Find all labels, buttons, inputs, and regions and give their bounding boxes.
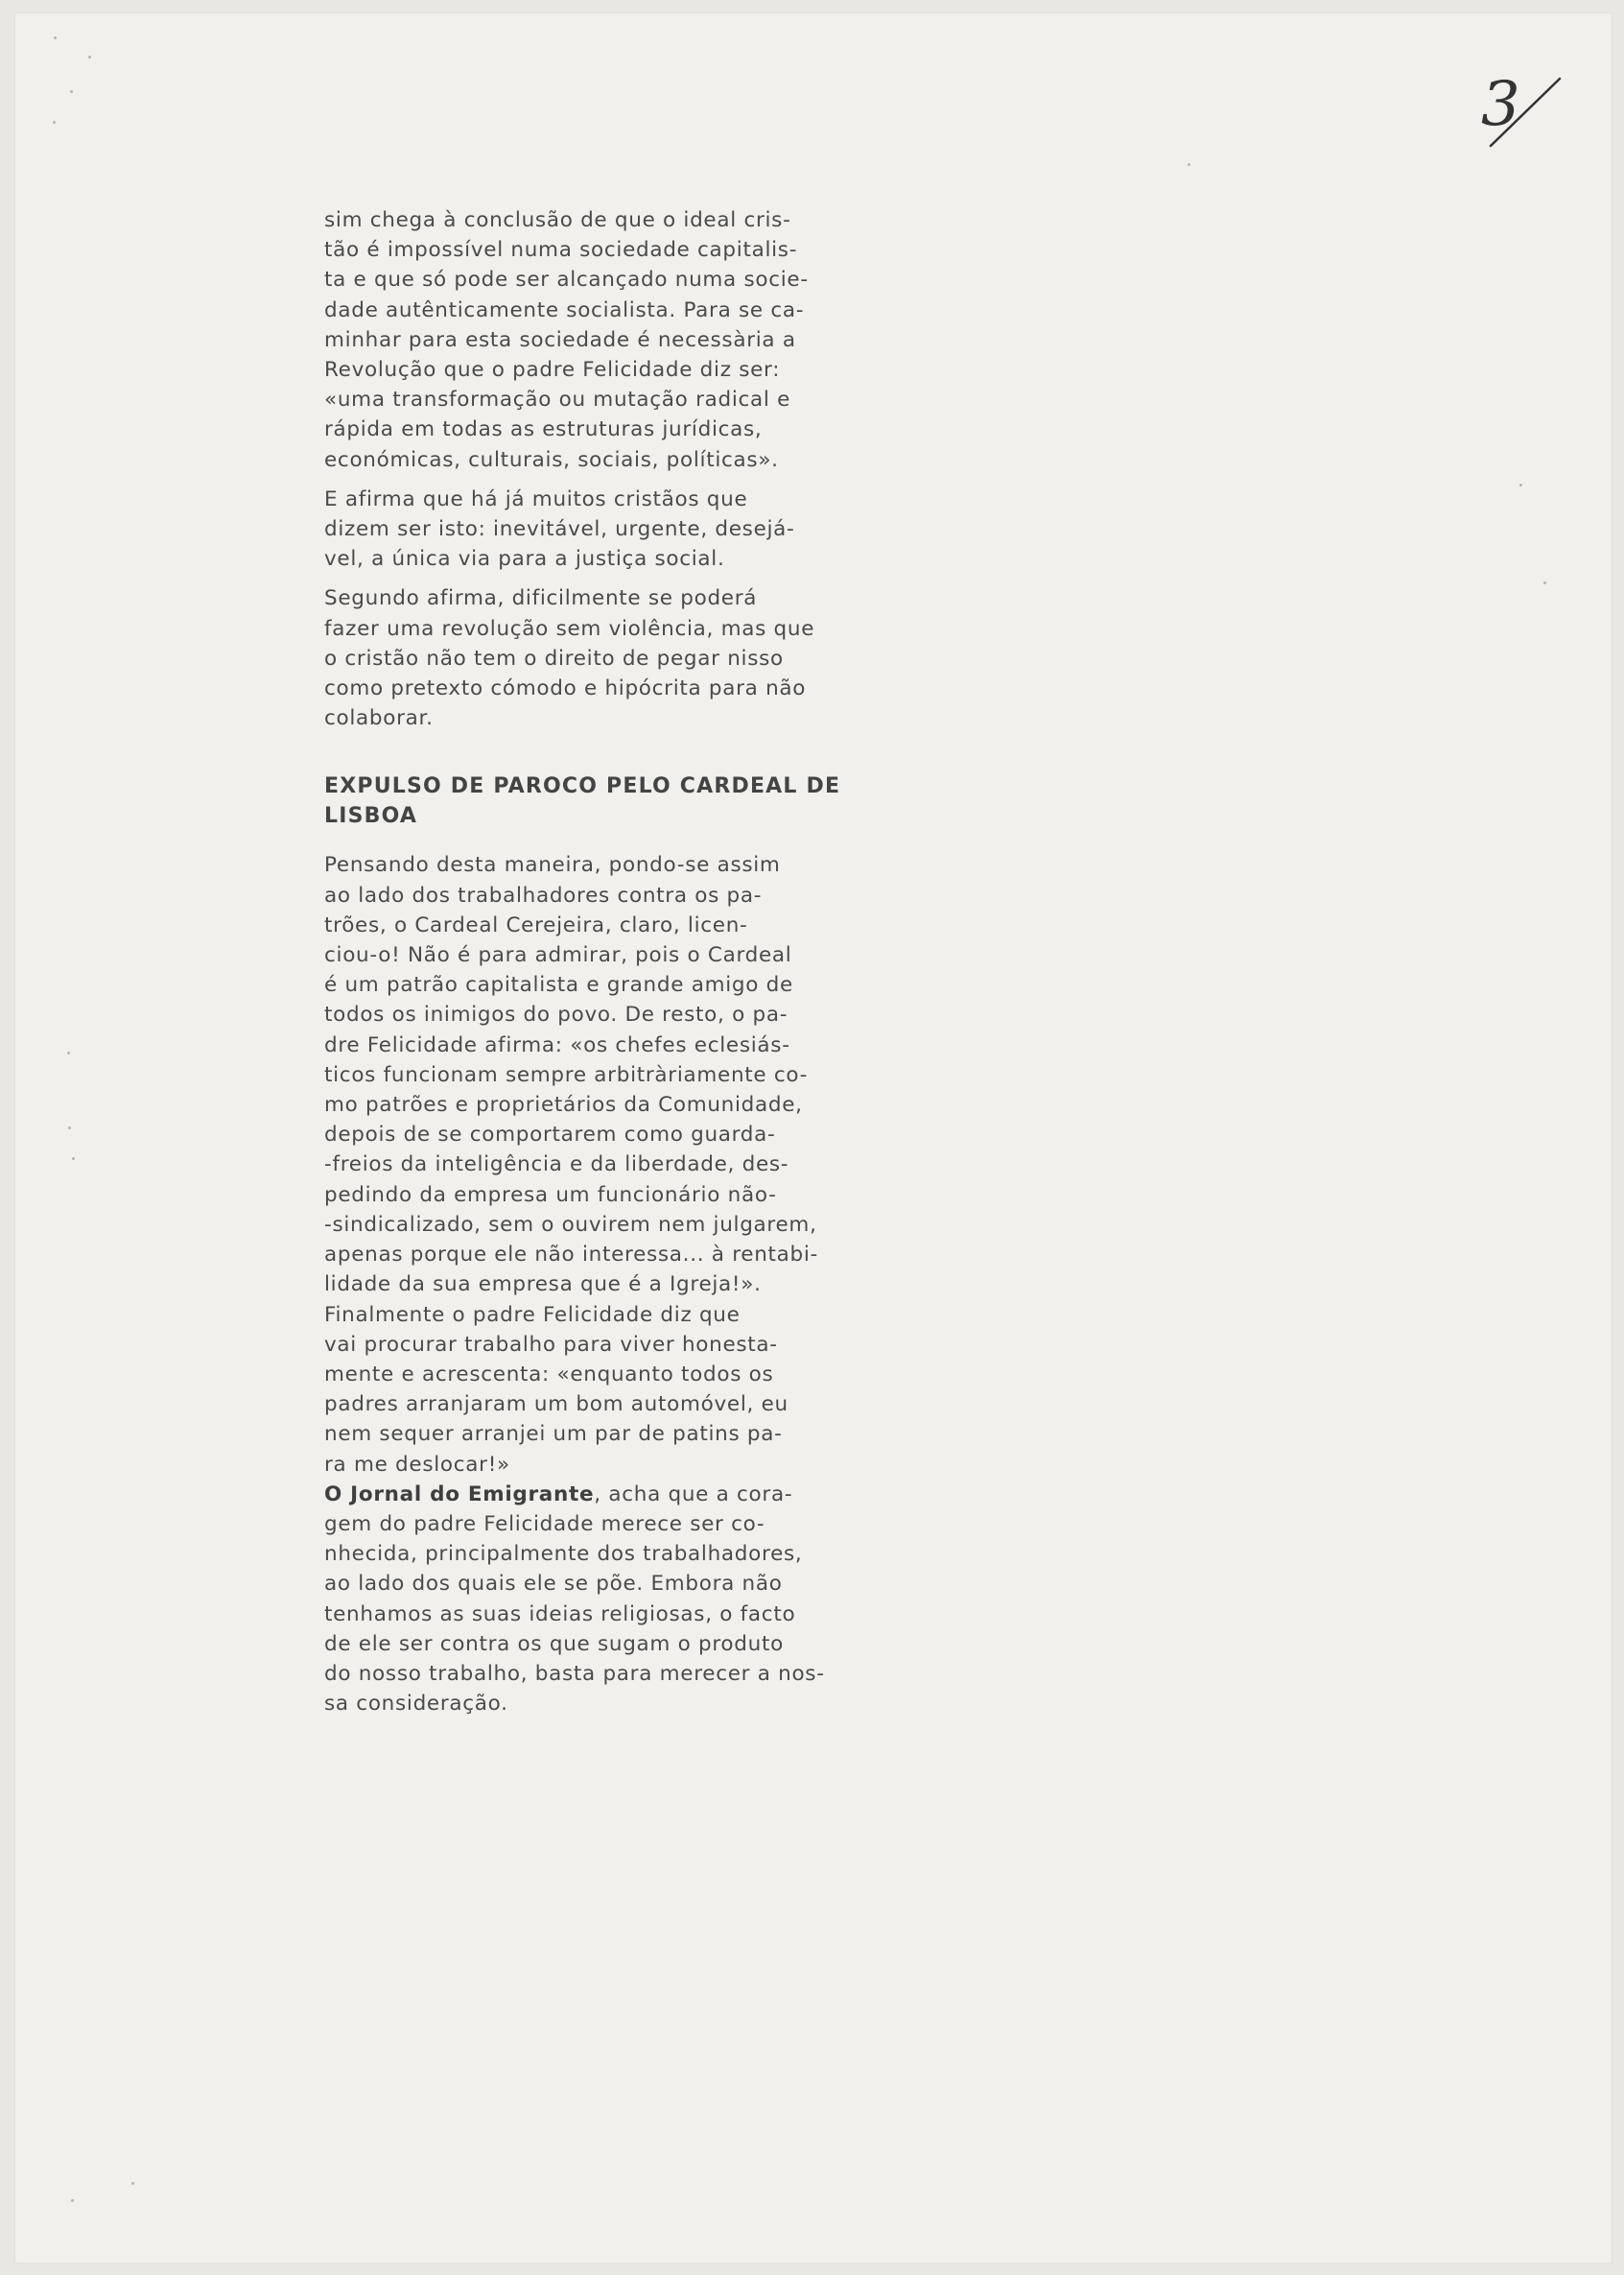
handwritten-page-number	[1481, 52, 1558, 157]
article-paragraph: Finalmente o padre Felicidade diz que vai procurar trabalho para viver honesta- mente e acrescenta: «enquanto todos os padres arranjaram um bom automóvel, eu nem sequer arranjei um par de patins pa- ra me deslocar!»	[324, 1302, 788, 1477]
closing-paragraph	[324, 1480, 861, 1719]
page-number-slash	[1485, 52, 1562, 157]
newspaper-name: O Jornal do Emigrante	[324, 1481, 595, 1506]
closing-text: , acha que a cora- gem do padre Felicidade merece ser co- nhecida, principalmente dos trabalhadores, ao lado dos quais ele se põe. Embora não tenhamos as suas ideias religiosas, o facto de ele ser contra os que sugam o produto do nosso trabalho, basta para merecer a nos- sa consideração.	[324, 1481, 825, 1717]
page-number-text: 3	[1481, 69, 1520, 140]
paper-sheet	[15, 13, 1612, 2263]
section-heading: EXPULSO DE PAROCO PELO CARDEAL DE LISBOA	[324, 774, 841, 829]
article-paragraph: sim chega à conclusão de que o ideal cris- tão é impossível numa sociedade capitalis- ta e que só pode ser alcançado numa socie- dade autênticamente socialista. Para se ca- minhar para esta sociedade é necessària a Revolução que o padre Felicidade diz ser: «uma transformação ou mutação radical e rápida em todas as estruturas jurídicas, económicas, culturais, sociais, políticas».	[324, 208, 809, 472]
article-column	[324, 205, 861, 1718]
article-paragraph: Segundo afirma, dificilmente se poderá fazer uma revolução sem violência, mas que o cristão não tem o direito de pegar nisso como pretexto cómodo e hipócrita para não colaborar.	[324, 586, 815, 731]
article-paragraph: E afirma que há já muitos cristãos que dizem ser isto: inevitável, urgente, desejá- vel, a única via para a justiça social.	[324, 486, 795, 572]
article-paragraph: Pensando desta maneira, pondo-se assim ao lado dos trabalhadores contra os pa- trões, o Cardeal Cerejeira, claro, licen- ciou-o! Não é para admirar, pois o Cardeal é um patrão capitalista e grande amigo de todos os inimigos do povo. De resto, o pa- dre Felicidade afirma: «os chefes eclesiás- ticos funcionam sempre arbitràriamente co- mo patrões e proprietários da Comunidade, depois de se comportarem como guarda- -freios da inteligência e da liberdade, des- pedindo da empresa um funcionário não- -sindicalizado, sem o ouvirem nem julgarem, apenas porque ele não interessa... à rentabi- lidade da sua empresa que é a Igreja!».	[324, 853, 819, 1297]
